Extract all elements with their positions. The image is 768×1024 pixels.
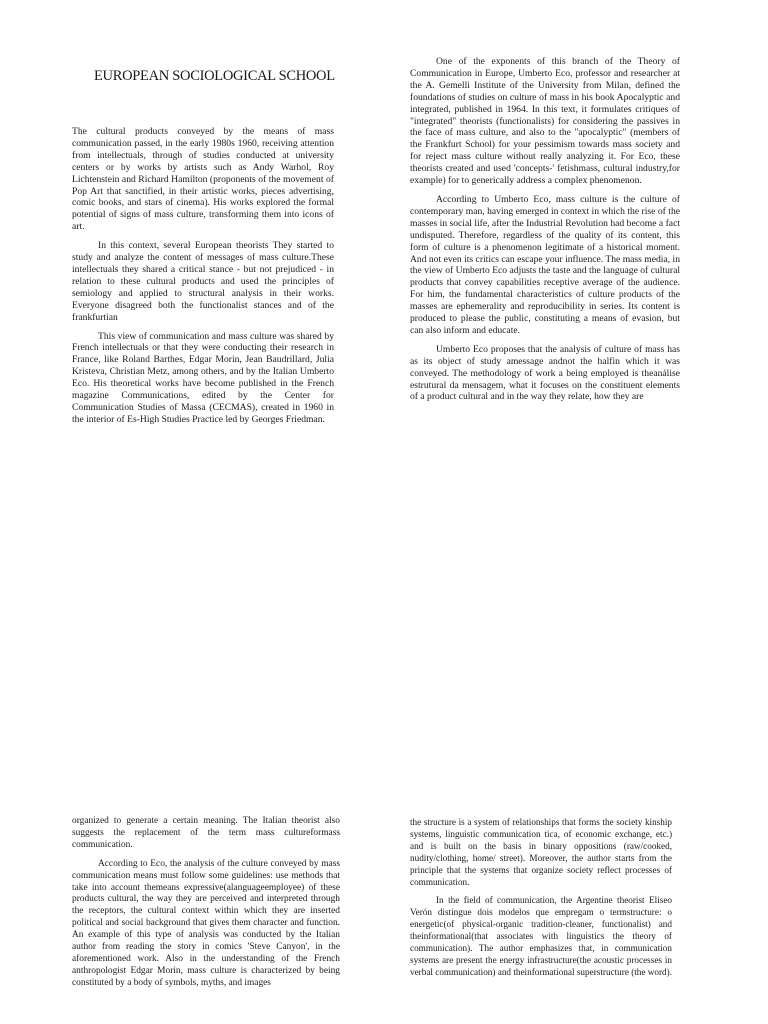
page-title: EUROPEAN SOCIOLOGICAL SCHOOL [94, 68, 335, 84]
paragraph: In this context, several European theorists They started to study and analyze the content of messages of mass culture.These intellectuals they shared a critical stance - but not prejudiced - in relation to these cultural products and used the principles of semiology and applied to structural analysis in their works. Everyone disagreed both the functionalist stances and of the frankfurtian [72, 240, 334, 323]
paragraph: the structure is a system of relationships that forms the society kinship systems, linguistic communication tica, of economic exchange, etc.) and is built on the basis in binary oppositions (raw/cooked, nudity/clothing, home/ street). Moreover, the author starts from the principle that the systems that organize society reflect processes of communication. [410, 817, 672, 887]
right-column-top [410, 56, 680, 403]
left-column-top [72, 126, 334, 426]
paragraph: Umberto Eco proposes that the analysis of culture of mass has as its object of study amessage andnot the halfin which it was conveyed. The methodology of work a being employed is theanálise estrutural da mensagem, what it focuses on the constituent elements of a product cultural and in the way they relate, how they are [410, 343, 680, 403]
paragraph: organized to generate a certain meaning. The Italian theorist also suggests the replacement of the term mass cultureformass communication. [72, 816, 340, 850]
paragraph: The cultural products conveyed by the means of mass communication passed, in the early 1980s 1960, receiving attention from intellectuals, through of studies conducted at university centers or by works by artists such as Andy Warhol, Roy Lichtenstein and Richard Hamilton (proponents of the movement of Pop Art that sanctified, in their artistic works, pieces advertising, comic books, and stars of cinema). His works explored the formal potential of signs of mass culture, transforming them into icons of art. [72, 126, 334, 233]
paragraph: One of the exponents of this branch of the Theory of Communication in Europe, Umberto Eco, professor and researcher at the A. Gemelli Institute of the University from Milan, defined the foundations of studies on culture of mass in his book Apocalyptic and integrated, published in 1964. In this text, it formulates critiques of "integrated" theorists (functionalists) for considering the passives in the face of mass culture, and also to the "apocalyptic" (members of the Frankfurt School) for your pessimism towards mass society and for reject mass culture without really analyzing it. For Eco, these theorists created and used 'concepts-' fetishmass, cultural industry,for example) for to generically address a complex phenomenon. [410, 56, 680, 187]
left-column-bottom [72, 816, 340, 990]
paragraph: This view of communication and mass culture was shared by French intellectuals or that they were conducting their research in France, like Roland Barthes, Edgar Morin, Jean Baudrillard, Julia Kristeva, Christian Metz, among others, and by the Italian Umberto Eco. His theoretical works have become published in the French magazine Communications, edited by the Center for Communication Studies of Massa (CECMAS), created in 1960 in the interior of Es-High Studies Practice led by Georges Friedman. [72, 330, 334, 425]
paragraph: According to Eco, the analysis of the culture conveyed by mass communication means must follow some guidelines: use methods that take into account themeans expressive(alanguageemployee) of these products cultural, the way they are perceived and interpreted through the receptors, the cultural context within which they are inserted political and social background that gives them character and function. An example of this type of analysis was conducted by the Italian author from reading the story in comics 'Steve Canyon', in the aforementioned work. Also in the understanding of the French anthropologist Edgar Morin, mass culture is characterized by being constituted by a body of symbols, myths, and images [72, 858, 340, 988]
right-column-bottom [410, 817, 672, 979]
paragraph: In the field of communication, the Argentine theorist Eliseo Verón distingue dois modelos que empregam o termstructure: o energetic(of physical-organic tradition-cleaner, functionalist) and theinformational(that associates with linguistics the theory of communication). The author emphasizes that, in communication systems are present the energy infrastructure(the acoustic processes in verbal communication) and theinformational superstructure (the word). [410, 895, 673, 977]
paragraph: According to Umberto Eco, mass culture is the culture of contemporary man, having emerged in context in which the rise of the masses in social life, after the Industrial Revolution had become a fact undisputed. Therefore, regardless of the quality of its content, this form of culture is a phenomenon legitimate of a historical moment. And not even its critics can escape your influence. The mass media, in the view of Umberto Eco adjusts the taste and the language of cultural products that convey capabilities receptive average of the audience. For him, the fundamental characteristics of culture products of the masses are ephemerality and reproducibility in series. Its content is produced to please the public, constituting a means of evasion, but can also inform and educate. [410, 193, 680, 336]
